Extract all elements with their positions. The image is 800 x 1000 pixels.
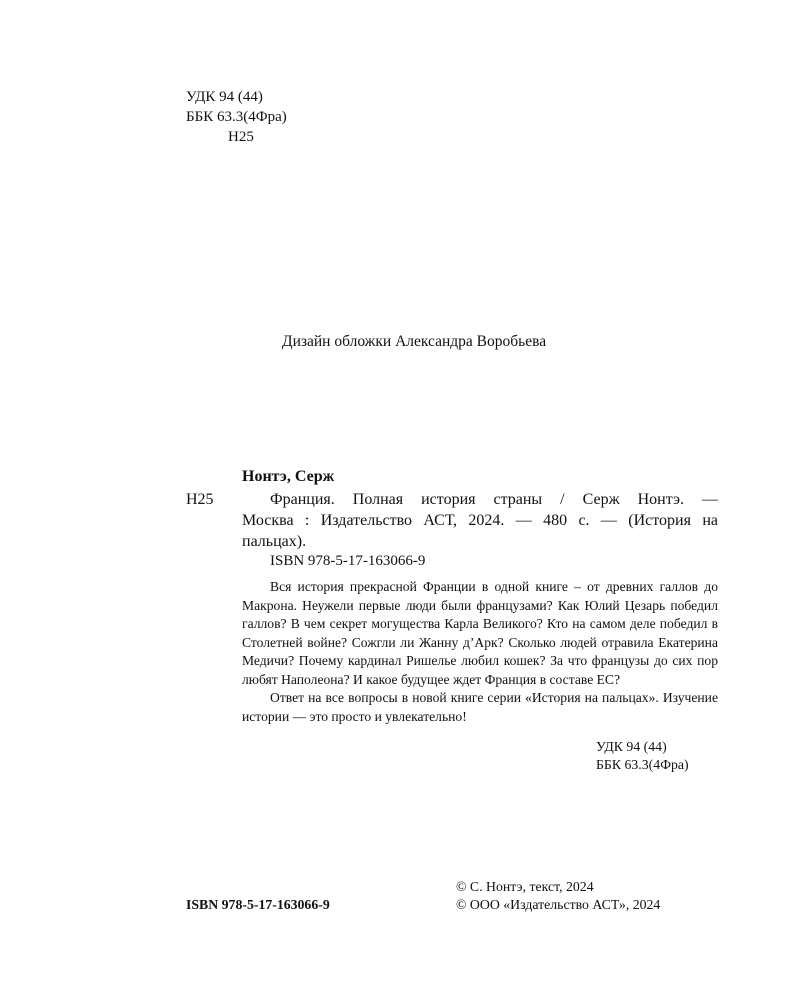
udk-code: УДК 94 (44) <box>186 89 263 105</box>
bibliographic-description <box>242 489 718 552</box>
cover-design-credit: Дизайн обложки Александра Воробьева <box>282 333 547 350</box>
copyright-block <box>456 878 660 914</box>
card-author: Нонтэ, Серж <box>242 468 335 485</box>
bbk-code: ББК 63.3(4Фра) <box>186 109 287 125</box>
annotation <box>242 578 718 726</box>
card-udk: УДК 94 (44) <box>596 739 667 754</box>
card-codes <box>596 738 689 774</box>
copyright-author: © С. Нонтэ, текст, 2024 <box>456 879 594 894</box>
bib-line-2: Москва : Издательство АСТ, 2024. — 480 с. — (История на <box>242 512 718 529</box>
top-codes <box>186 87 287 147</box>
bib-line-3: пальцах). <box>242 533 307 550</box>
annotation-paragraph-1: Вся история прекрасной Франции в одной книге – от древних галлов до Макрона. Неужели первые люди были французами? Как Юлий Цезарь победил галлов? В чем секрет могущества Карла Великого? Кто на самом деле победил в Столетней войне? Сожгли ли Жанну д’Арк? Сколько людей отравила Екатерина Медичи? Почему кардинал Ришелье любил кошек? За что французы до сих пор любят Наполеона? И какое будущее ждет Франция в составе ЕС? <box>242 579 718 687</box>
author-sign: Н25 <box>228 129 254 145</box>
footer-isbn: ISBN 978-5-17-163066-9 <box>186 897 330 912</box>
card-sign: Н25 <box>186 491 214 508</box>
annotation-paragraph-2: Ответ на все вопросы в новой книге серии «История на пальцах». Изучение истории — это просто и увлекательно! <box>242 690 718 724</box>
card-bbk: ББК 63.3(4Фра) <box>596 757 689 772</box>
copyright-publisher: © ООО «Издательство АСТ», 2024 <box>456 897 661 912</box>
card-isbn: ISBN 978-5-17-163066-9 <box>270 553 426 569</box>
bib-line-1: Франция. Полная история страны / Серж Нонтэ. — <box>270 491 718 508</box>
